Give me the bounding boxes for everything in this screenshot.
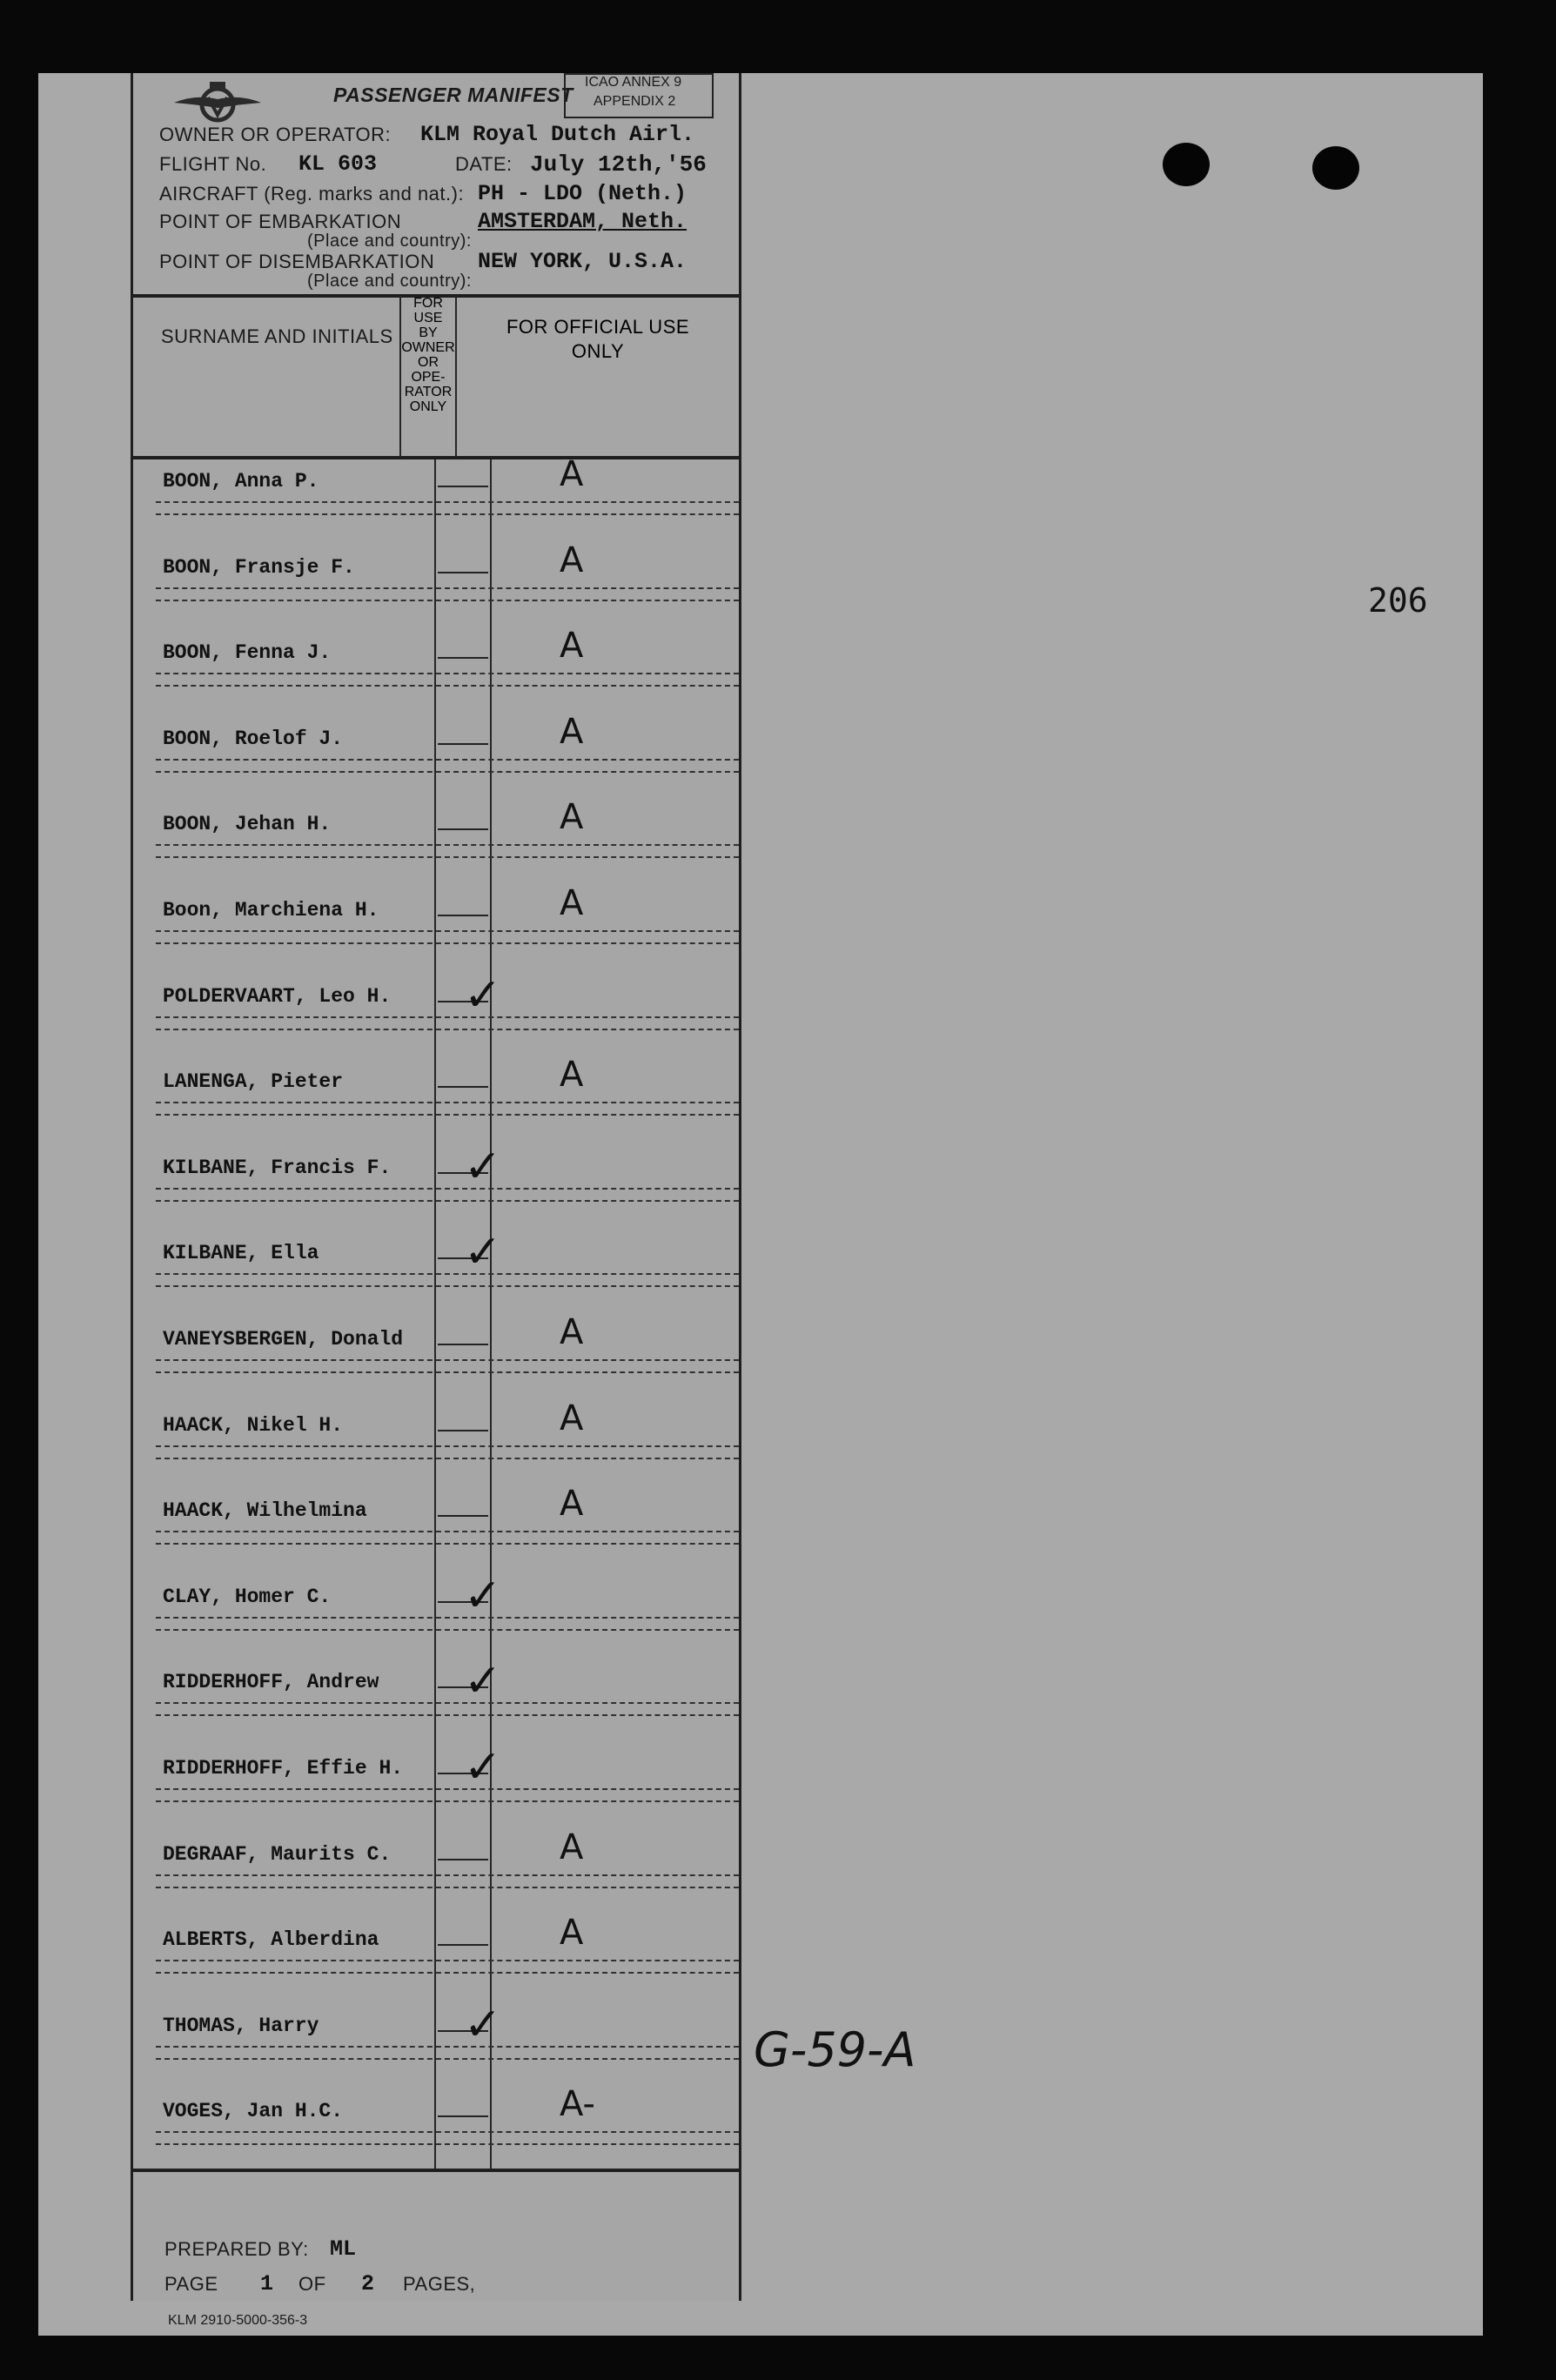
row-line [156, 1629, 739, 1631]
official-mark: A [560, 1913, 584, 1954]
official-mark: ✓ [464, 1655, 502, 1708]
page-label: PAGE [164, 2273, 218, 2295]
passenger-name: BOON, Roelof J. [163, 727, 344, 750]
official-use-column-header: FOR OFFICIAL USE ONLY [506, 316, 690, 362]
official-mark: ✓ [464, 1741, 502, 1793]
row-line [156, 2131, 739, 2133]
row-line [156, 1617, 739, 1619]
column-divider-2 [455, 296, 457, 458]
embark-sub: (Place and country): [307, 231, 472, 251]
passenger-name: KILBANE, Francis F. [163, 1156, 392, 1179]
passenger-name: ALBERTS, Alberdina [163, 1928, 379, 1952]
passenger-name: DEGRAAF, Maurits C. [163, 1842, 392, 1866]
row-line [156, 513, 739, 515]
row-line [156, 1029, 739, 1030]
embark-label: POINT OF EMBARKATION [159, 211, 402, 232]
flight-label: FLIGHT No. [159, 153, 267, 175]
passenger-name: LANENGA, Pieter [163, 1070, 344, 1094]
row-line [156, 1273, 739, 1275]
passenger-name: RIDDERHOFF, Effie H. [163, 1757, 404, 1780]
row-line [156, 1102, 739, 1103]
icao-box [564, 73, 714, 118]
passenger-name: HAACK, Nikel H. [163, 1413, 344, 1437]
row-line [156, 1874, 739, 1876]
row-line [156, 1788, 739, 1790]
prepared-value: ML [330, 2236, 357, 2262]
owner-value: KLM Royal Dutch Airl. [420, 122, 695, 147]
row-line [156, 1702, 739, 1704]
row-line [156, 685, 739, 687]
passenger-name: RIDDERHOFF, Andrew [163, 1671, 379, 1694]
row-line [156, 1114, 739, 1116]
owner-check-dash [438, 1859, 488, 1860]
of-value: 2 [361, 2271, 375, 2296]
official-mark: A- [560, 2084, 595, 2125]
column-divider-1-body [434, 459, 436, 2169]
stamp-number: 206 [1368, 581, 1428, 620]
row-line [156, 759, 739, 761]
official-mark: ✓ [464, 1140, 502, 1193]
row-line [156, 1016, 739, 1018]
date-value: July 12th,'56 [530, 151, 707, 178]
row-line [156, 1371, 739, 1373]
of-label: OF [298, 2273, 326, 2295]
prepared-label: PREPARED BY: [164, 2238, 309, 2260]
owner-label: OWNER OR OPERATOR: [159, 124, 392, 145]
row-line [156, 1531, 739, 1532]
passenger-name: CLAY, Homer C. [163, 1585, 332, 1608]
official-mark: ✓ [464, 1569, 502, 1622]
embark-value: AMSTERDAM, Neth. [478, 209, 687, 234]
row-line [156, 856, 739, 858]
passenger-name: Boon, Marchiena H. [163, 899, 379, 922]
official-mark: A [560, 797, 584, 838]
row-line [156, 1543, 739, 1545]
date-label: DATE: [455, 153, 513, 175]
owner-check-dash [438, 572, 488, 573]
owner-check-dash [438, 486, 488, 487]
row-line [156, 930, 739, 932]
row-line [156, 1887, 739, 1888]
punch-hole [1163, 143, 1210, 186]
row-line [156, 1285, 739, 1287]
klm-crown-logo-icon [170, 78, 265, 129]
disembark-label: POINT OF DISEMBARKATION [159, 251, 435, 272]
passenger-name: BOON, Anna P. [163, 470, 319, 493]
disembark-sub: (Place and country): [307, 272, 472, 291]
passenger-name: VOGES, Jan H.C. [163, 2100, 344, 2123]
column-divider-1 [399, 296, 401, 458]
icao-line2: APPENDIX 2 [594, 94, 676, 109]
owner-check-dash [438, 1344, 488, 1345]
row-line [156, 600, 739, 601]
official-mark: A [560, 540, 584, 580]
official-mark: A [560, 883, 584, 923]
passenger-name: BOON, Fenna J. [163, 641, 332, 665]
column-divider-2-body [490, 459, 492, 2169]
passenger-name: BOON, Jehan H. [163, 813, 332, 836]
flight-value: KL 603 [298, 151, 378, 177]
owner-use-column-header: FOR USE BY OWNER OR OPE- RATOR ONLY [401, 296, 455, 414]
owner-check-dash [438, 915, 488, 916]
passenger-name: POLDERVAART, Leo H. [163, 984, 392, 1008]
official-mark: ✓ [464, 1226, 502, 1279]
owner-check-dash [438, 2115, 488, 2117]
aircraft-value: PH - LDO (Neth.) [478, 181, 687, 206]
icao-line1: ICAO ANNEX 9 [585, 75, 682, 90]
form-number: KLM 2910-5000-356-3 [168, 2313, 308, 2328]
official-mark: A [560, 1484, 584, 1525]
punch-hole [1312, 146, 1359, 190]
row-line [156, 942, 739, 944]
disembark-value: NEW YORK, U.S.A. [478, 249, 687, 274]
manifest-title: PASSENGER MANIFEST [333, 84, 573, 106]
row-line [156, 1960, 739, 1961]
owner-check-dash [438, 657, 488, 659]
row-line [156, 1800, 739, 1802]
official-mark: A [560, 454, 584, 494]
row-line [156, 587, 739, 589]
surname-column-header: SURNAME AND INITIALS [161, 325, 393, 347]
owner-check-dash [438, 1086, 488, 1088]
aircraft-label: AIRCRAFT (Reg. marks and nat.): [159, 183, 465, 204]
page-value: 1 [260, 2271, 274, 2296]
row-line [156, 1359, 739, 1361]
passenger-name: BOON, Fransje F. [163, 555, 355, 579]
row-line [156, 2046, 739, 2048]
official-mark: A [560, 711, 584, 752]
official-mark: ✓ [464, 969, 502, 1022]
column-header-divider [133, 456, 739, 459]
pages-label: PAGES, [403, 2273, 476, 2295]
row-line [156, 1200, 739, 1202]
row-line [156, 1714, 739, 1716]
official-mark: ✓ [464, 1998, 502, 2051]
official-mark: A [560, 1055, 584, 1096]
owner-check-dash [438, 1515, 488, 1517]
handwritten-code: G-59-A [754, 2022, 916, 2077]
row-line [156, 1458, 739, 1459]
row-line [156, 1445, 739, 1447]
manifest-form [131, 73, 741, 2328]
row-line [156, 1972, 739, 1974]
row-line [156, 501, 739, 503]
row-line [156, 771, 739, 773]
passenger-name: KILBANE, Ella [163, 1242, 319, 1265]
passenger-name: THOMAS, Harry [163, 2014, 319, 2037]
passenger-name: HAACK, Wilhelmina [163, 1499, 367, 1523]
official-mark: A [560, 626, 584, 667]
list-end-divider [133, 2169, 739, 2172]
official-mark: A [560, 1827, 584, 1867]
row-line [156, 1188, 739, 1190]
owner-check-dash [438, 1430, 488, 1431]
official-mark: A [560, 1312, 584, 1352]
passenger-name: VANEYSBERGEN, Donald [163, 1328, 404, 1351]
row-line [156, 844, 739, 846]
owner-check-dash [438, 828, 488, 830]
row-line [156, 673, 739, 674]
owner-check-dash [438, 743, 488, 745]
owner-check-dash [438, 1944, 488, 1946]
row-line [156, 2058, 739, 2060]
official-mark: A [560, 1398, 584, 1438]
row-line [156, 2143, 739, 2145]
